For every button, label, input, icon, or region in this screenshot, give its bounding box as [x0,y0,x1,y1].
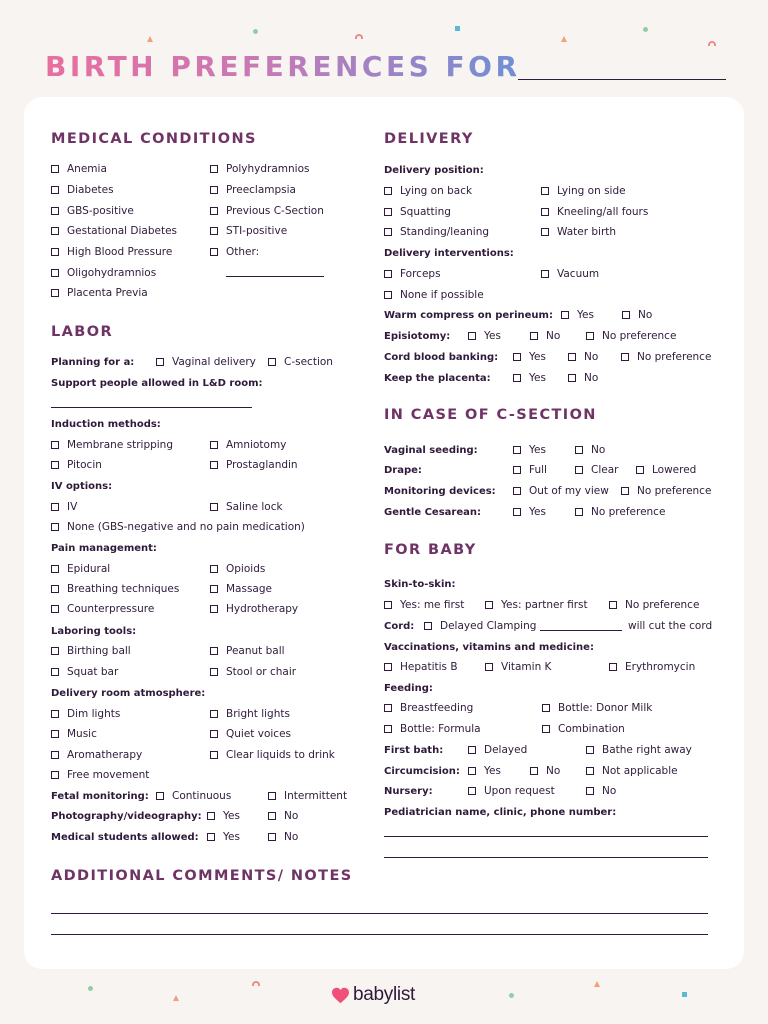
confetti-triangle [147,36,153,42]
checkbox-skin-no-preference[interactable]: No preference [609,599,699,612]
checkbox-free-movement[interactable]: Free movement [51,769,149,782]
checkbox-saline-lock[interactable]: Saline lock [210,501,283,514]
checkbox-placenta-no[interactable]: No [568,372,598,385]
checkbox-polyhydramnios[interactable]: Polyhydramnios [210,163,310,176]
students-label: Medical students allowed: [51,832,199,843]
baby-heading: FOR BABY [384,542,477,558]
checkbox-water-birth[interactable]: Water birth [541,226,616,239]
checkbox-lying-on-side[interactable]: Lying on side [541,185,626,198]
checkbox-previous-c-section[interactable]: Previous C-Section [210,205,324,218]
confetti-arc [708,41,716,46]
interventions-label: Delivery interventions: [384,248,514,259]
checkbox-warm-yes[interactable]: Yes [561,309,594,322]
checkbox-gbs-positive[interactable]: GBS-positive [51,205,134,218]
checkbox-diabetes[interactable]: Diabetes [51,184,114,197]
checkbox-drape-clear[interactable]: Clear [575,464,618,477]
checkbox-amniotomy[interactable]: Amniotomy [210,439,286,452]
checkbox-cord-blood-yes[interactable]: Yes [513,351,546,364]
checkbox-breathing-techniques[interactable]: Breathing techniques [51,583,179,596]
delivery-heading: DELIVERY [384,131,474,147]
checkbox-opioids[interactable]: Opioids [210,563,265,576]
notes-heading: ADDITIONAL COMMENTS/ NOTES [51,868,353,884]
cord-cutter-field-line[interactable] [540,630,622,631]
gentle-cesarean-label: Gentle Cesarean: [384,507,481,518]
cord-label: Cord: [384,621,415,632]
checkbox-seeding-no[interactable]: No [575,444,605,457]
checkbox-iv[interactable]: IV [51,501,77,514]
support-label: Support people allowed in L&D room: [51,378,263,389]
checkbox-intermittent[interactable]: Intermittent [268,790,347,803]
cord-blood-label: Cord blood banking: [384,352,499,363]
checkbox-not-applicable[interactable]: Not applicable [586,765,678,778]
notes-field-line-2[interactable] [51,934,708,935]
checkbox-epidural[interactable]: Epidural [51,563,110,576]
nursery-label: Nursery: [384,786,433,797]
checkbox-episiotomy-no[interactable]: No [530,330,560,343]
checkbox-vacuum[interactable]: Vacuum [541,268,599,281]
confetti-square [682,992,687,997]
checkbox-drape-lowered[interactable]: Lowered [636,464,696,477]
photo-label: Photography/videography: [51,811,202,822]
confetti-triangle [561,36,567,42]
drape-label: Drape: [384,465,422,476]
monitoring-label: Monitoring devices: [384,486,496,497]
checkbox-hydrotherapy[interactable]: Hydrotherapy [210,603,298,616]
checkbox-photo-no[interactable]: No [268,810,298,823]
support-field-line[interactable] [51,407,252,408]
checkbox-vitamin-k[interactable]: Vitamin K [485,661,551,674]
checkbox-membrane-stripping[interactable]: Membrane stripping [51,439,173,452]
page-title: BIRTH PREFERENCES FOR [45,50,521,83]
iv-label: IV options: [51,481,113,492]
checkbox-clear-liquids[interactable]: Clear liquids to drink [210,749,335,762]
checkbox-yes-me-first[interactable]: Yes: me first [384,599,464,612]
notes-field-line-1[interactable] [51,913,708,914]
checkbox-combination[interactable]: Combination [542,723,625,736]
warm-compress-label: Warm compress on perineum: [384,310,553,321]
checkbox-bright-lights[interactable]: Bright lights [210,708,290,721]
checkbox-erythromycin[interactable]: Erythromycin [609,661,695,674]
checkbox-standing[interactable]: Standing/leaning [384,226,489,239]
planning-label: Planning for a: [51,357,135,368]
placenta-label: Keep the placenta: [384,373,491,384]
checkbox-placenta-yes[interactable]: Yes [513,372,546,385]
checkbox-massage[interactable]: Massage [210,583,272,596]
confetti-dot [643,27,648,32]
labor-heading: LABOR [51,324,114,340]
pain-label: Pain management: [51,543,157,554]
confetti-dot [253,29,258,34]
name-field-line[interactable] [518,79,726,80]
checkbox-none-if-possible[interactable]: None if possible [384,289,484,302]
checkbox-circumcision-yes[interactable]: Yes [468,765,501,778]
checkbox-breastfeeding[interactable]: Breastfeeding [384,702,473,715]
checkbox-students-yes[interactable]: Yes [207,831,240,844]
induction-label: Induction methods: [51,419,161,430]
checkbox-forceps[interactable]: Forceps [384,268,441,281]
will-cut-text: will cut the cord [628,620,713,632]
checkbox-quiet-voices[interactable]: Quiet voices [210,728,291,741]
checkbox-sti-positive[interactable]: STI-positive [210,225,287,238]
checkbox-oligohydramnios[interactable]: Oligohydramnios [51,267,156,280]
checkbox-dim-lights[interactable]: Dim lights [51,708,120,721]
first-bath-label: First bath: [384,745,444,756]
checkbox-delayed-clamping[interactable]: Delayed Clamping [424,620,536,633]
checkbox-hepatitis-b[interactable]: Hepatitis B [384,661,458,674]
checkbox-yes-partner-first[interactable]: Yes: partner first [485,599,588,612]
checkbox-gentle-yes[interactable]: Yes [513,506,546,519]
checkbox-monitoring-no-preference[interactable]: No preference [621,485,711,498]
fetal-label: Fetal monitoring: [51,791,149,802]
checkbox-preeclampsia[interactable]: Preeclampsia [210,184,296,197]
checkbox-bath-delayed[interactable]: Delayed [468,744,527,757]
checkbox-vaginal-delivery[interactable]: Vaginal delivery [156,356,256,369]
checkbox-squatting[interactable]: Squatting [384,206,451,219]
circumcision-label: Circumcision: [384,766,460,777]
checkbox-cord-blood-no-preference[interactable]: No preference [621,351,711,364]
checkbox-nursery-no[interactable]: No [586,785,616,798]
checkbox-placenta-previa[interactable]: Placenta Previa [51,287,148,300]
checkbox-aromatherapy[interactable]: Aromatherapy [51,749,142,762]
confetti-dot [509,993,514,998]
checkbox-out-of-my-view[interactable]: Out of my view [513,485,609,498]
vaccinations-label: Vaccinations, vitamins and medicine: [384,642,594,653]
checkbox-high-blood-pressure[interactable]: High Blood Pressure [51,246,172,259]
checkbox-birthing-ball[interactable]: Birthing ball [51,645,131,658]
checkbox-circumcision-no[interactable]: No [530,765,560,778]
checkbox-bathe-right-away[interactable]: Bathe right away [586,744,692,757]
confetti-triangle [594,981,600,987]
confetti-arc [252,981,260,986]
checkbox-upon-request[interactable]: Upon request [468,785,555,798]
checkbox-photo-yes[interactable]: Yes [207,810,240,823]
checkbox-bottle-donor-milk[interactable]: Bottle: Donor Milk [542,702,652,715]
confetti-triangle [173,995,179,1001]
checkbox-anemia[interactable]: Anemia [51,163,107,176]
checkbox-stool-or-chair[interactable]: Stool or chair [210,666,296,679]
checkbox-music[interactable]: Music [51,728,97,741]
csection-heading: IN CASE OF C-SECTION [384,407,597,423]
feeding-label: Feeding: [384,683,433,694]
pediatrician-field-line-1[interactable] [384,836,708,837]
checkbox-counterpressure[interactable]: Counterpressure [51,603,154,616]
checkbox-gestational-diabetes[interactable]: Gestational Diabetes [51,225,177,238]
seeding-label: Vaginal seeding: [384,445,478,456]
babylist-logo [331,984,415,1006]
pediatrician-label: Pediatrician name, clinic, phone number: [384,807,617,818]
episiotomy-label: Episiotomy: [384,331,451,342]
checkbox-lying-on-back[interactable]: Lying on back [384,185,472,198]
medical-heading: MEDICAL CONDITIONS [51,131,257,147]
checkbox-kneeling[interactable]: Kneeling/all fours [541,206,648,219]
other-field-line[interactable] [226,276,324,277]
brand-name: babylist [353,984,416,1005]
confetti-arc [355,34,363,39]
checkbox-none-gbs[interactable]: None (GBS-negative and no pain medication) [51,521,305,534]
checkbox-students-no[interactable]: No [268,831,298,844]
checkbox-prostaglandin[interactable]: Prostaglandin [210,459,298,472]
checkbox-seeding-yes[interactable]: Yes [513,444,546,457]
checkbox-warm-no[interactable]: No [622,309,652,322]
checkbox-other[interactable]: Other: [210,246,259,259]
checkbox-c-section[interactable]: C-section [268,356,333,369]
tools-label: Laboring tools: [51,626,137,637]
position-label: Delivery position: [384,165,484,176]
confetti-dot [88,986,93,991]
heart-icon [331,987,350,1004]
checkbox-episiotomy-no-preference[interactable]: No preference [586,330,676,343]
checkbox-continuous[interactable]: Continuous [156,790,231,803]
checkbox-pitocin[interactable]: Pitocin [51,459,102,472]
checkbox-cord-blood-no[interactable]: No [568,351,598,364]
atmosphere-label: Delivery room atmosphere: [51,688,206,699]
confetti-square [455,26,460,31]
pediatrician-field-line-2[interactable] [384,857,708,858]
checkbox-episiotomy-yes[interactable]: Yes [468,330,501,343]
skin-to-skin-label: Skin-to-skin: [384,579,456,590]
checkbox-squat-bar[interactable]: Squat bar [51,666,118,679]
checkbox-gentle-no-preference[interactable]: No preference [575,506,665,519]
checkbox-peanut-ball[interactable]: Peanut ball [210,645,285,658]
checkbox-bottle-formula[interactable]: Bottle: Formula [384,723,481,736]
checkbox-drape-full[interactable]: Full [513,464,547,477]
